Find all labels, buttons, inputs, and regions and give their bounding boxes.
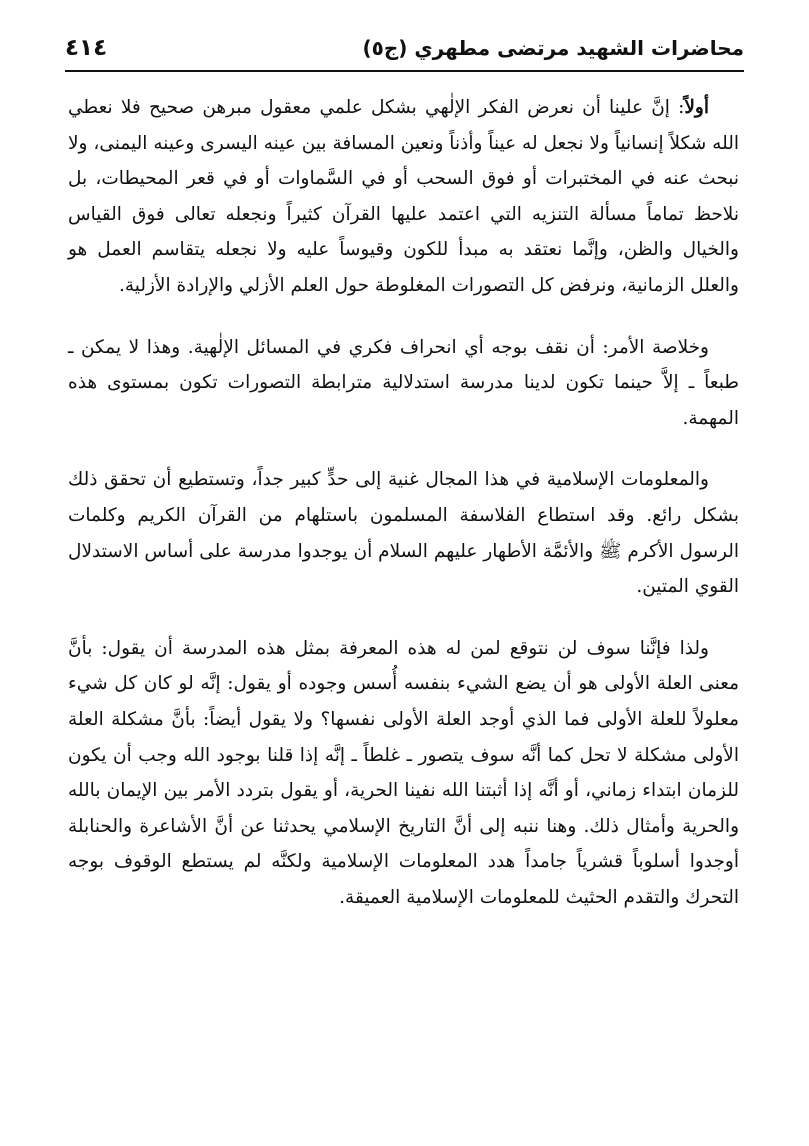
paragraph-4: ولذا فإنَّنا سوف لن نتوقع لمن له هذه المعرفة بمثل هذه المدرسة أن يقول: بأنَّ معنى العلة الأولى هو أن يضع الشيء بنفسه أُسس وجوده أو يقول: إنَّه لو كان كل شيء معلولاً للعلة الأولى فما الذي أوجد العلة الأولى نفسها؟ ولا يقول أيضاً: بأنَّ مشكلة العلة الأولى مشكلة لا تحل كما أنَّه سوف يتصور ـ غلطاً ـ إنَّه إذا قلنا بوجود الله وجب أن يكون للزمان ابتداء زماني، أو أنَّه إذا أثبتنا الله نفينا الحرية، أو يقول بتردد الأمر بين الإيمان بالله والحرية وأمثال ذلك. وهنا ننبه إلى أنَّ التاريخ الإسلامي يحدثنا عن أنَّ الأشاعرة والحنابلة أوجدوا أسلوباً قشرياً جامداً هدد المعلومات الإسلامية ولكنَّه لم يستطع الوقوف بوجه التحرك والتقدم الحثيث للمعلومات الإسلامية العميقة. xyxy=(68,637,739,908)
paragraph-1 xyxy=(68,90,739,304)
page-number: ٤١٤ xyxy=(65,35,108,61)
paragraph-text: : إنَّ علينا أن نعرض الفكر الإلٰهي بشكل علمي معقول مبرهن صحيح فلا نعطي الله شكلاً إنسانياً ولا نجعل له عيناً وأذناً ونعين المسافة بين عينه اليسرى وعينه اليمنى، ولا نبحث عنه في المختبرات أو فوق السحب أو في السَّماوات أو في قعر المحيطات، بل نلاحظ تماماً مسألة التنزيه التي اعتمد عليها القرآن كثيراً ونجعله تعالى فوق القياس والخيال والظن، وإنَّما نعتقد به مبدأ للكون وقيوساً عليه ولا نجعله يتقاسم العمل هو والعلل الزمانية، ونرفض كل التصورات المغلوطة حول العلم الأزلي والإرادة الأزلية. xyxy=(68,97,739,296)
page-header xyxy=(65,28,744,68)
paragraph-lead: أولاً xyxy=(684,97,709,118)
body-text xyxy=(68,90,739,915)
paragraph-3: والمعلومات الإسلامية في هذا المجال غنية إلى حدٍّ كبير جداً، وتستطيع أن تحقق ذلك بشكل رائع. وقد استطاع الفلاسفة المسلمون باستلهام من القرآن الكريم وكلمات الرسول الأكرم ﷺ والأئمَّة الأطهار عليهم السلام أن يوجدوا مدرسة على أساس الاستدلال القوي المتين. xyxy=(68,469,739,598)
running-title: محاضرات الشهيد مرتضى مطهري (ج٥) xyxy=(362,36,744,60)
paragraph-2: وخلاصة الأمر: أن نقف بوجه أي انحراف فكري في المسائل الإلٰهية. وهذا لا يمكن ـ طبعاً ـ إلاَّ حينما تكون لدينا مدرسة استدلالية مترابطة التصورات تكون بمستوى هذه المهمة. xyxy=(68,336,739,429)
header-divider xyxy=(65,70,744,72)
